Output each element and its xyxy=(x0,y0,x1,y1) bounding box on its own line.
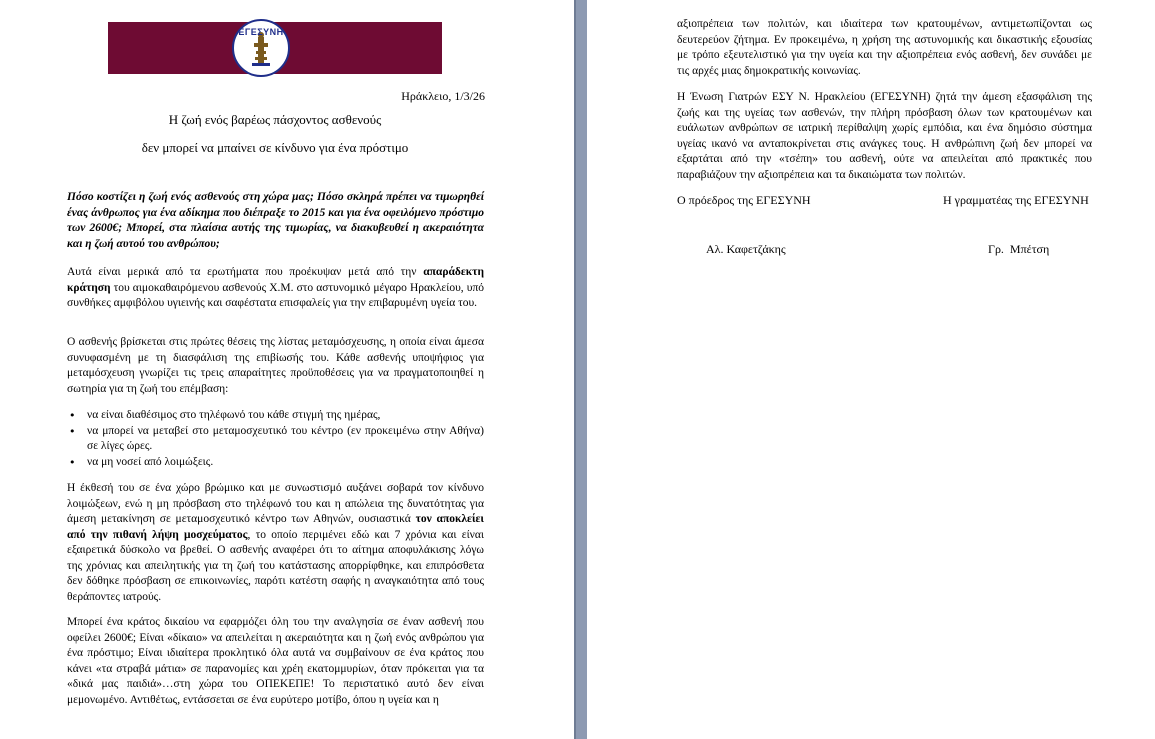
document-page-2 xyxy=(587,0,1155,739)
union-logo-icon xyxy=(232,19,290,77)
intro-paragraph: Πόσο κοστίζει η ζωή ενός ασθενούς στη χώρα μας; Πόσο σκληρά πρέπει να τιμωρηθεί ένας άνθρωπος για ένα αδίκημα που διέπραξε το 2015 και για ένα οφειλόμενο πρόστιμο των 2600€; Μπορεί, στα πλαίσια αυτής της τιμωρίας, να διακυβευθεί η ακεραιότητα και η ζωή αυτού του ανθρώπου; xyxy=(67,191,484,250)
president-label: Ο πρόεδρος της ΕΓΕΣΥΝΗ xyxy=(677,193,811,207)
paragraph-1 xyxy=(67,265,484,312)
secretary-name: Γρ. Μπέτση xyxy=(988,242,1050,256)
paragraph-1-text-b: του αιμοκαθαιρόμενου ασθενούς Χ.Μ. στο αστυνομικό μέγαρο Ηρακλείου, υπό συνθήκες αμφιβόλου υγιεινής και σαφέστατα επισφαλείς για την επιβαρυμένη υγεία του. xyxy=(67,281,484,309)
document-page-1 xyxy=(0,0,561,739)
list-item: • να είναι διαθέσιμος στο τηλέφωνό του κάθε στιγμή της ημέρας, xyxy=(67,408,484,424)
list-item: • να μη νοσεί από λοιμώξεις. xyxy=(67,455,484,471)
page-gap-edge-left xyxy=(561,0,574,739)
requirements-list xyxy=(67,408,484,470)
logo-text: ΕΓΕΣΥΝΗ xyxy=(238,27,284,37)
paragraph-3-text-a: Η έκθεσή του σε ένα χώρο βρώμικο και με συνωστισμό αυξάνει σοβαρά τον κίνδυνο λοιμώξεων, ενώ η μη πρόσβαση στο τηλέφωνό του και η απώλεια της δυνατότητας για άμεση μετακίνηση σε μεταμοσχευτικό κέντρο των Αθηνών, ουσιαστικά xyxy=(67,482,484,525)
paragraph-1-text-a: Αυτά είναι μερικά από τα ερωτήματα που προέκυψαν μετά από την xyxy=(67,266,424,278)
paragraph-4: Μπορεί ένα κράτος δικαίου να εφαρμόζει όλη του την αναλγησία σε έναν ασθενή που οφείλει 2600€; Είναι «δίκαιο» να απειλείται η ακεραιότητα και η ζωή ενός ανθρώπου για ένα πρόστιμο; Είναι ιδιαίτερα προκλητικό όλα αυτά να συμβαίνουν σε ένα κράτος που κάνει «τα στραβά μάτια» σε παρανομίες και χρέη εκατομμυρίων, όταν πρόκειται για τα «δικά μας παιδιά»…στη χώρα του ΟΠΕΚΕΠΕ! Το περιστατικό αυτό δεν είναι μεμονωμένο. Αντιθέτως, εντάσσεται σε ένα ευρύτερο μοτίβο, όπου η υγεία και η xyxy=(67,616,484,706)
paragraph-3-emphasis: τον αποκλείει από την πιθανή λήψη μοσχεύματος xyxy=(67,513,484,541)
letterhead-banner xyxy=(108,22,442,74)
paragraph-3 xyxy=(67,481,484,605)
page-gap-divider xyxy=(574,0,576,739)
president-name: Αλ. Καφετζάκης xyxy=(706,242,786,256)
paragraph-1-emphasis: απαράδεκτη κράτηση xyxy=(67,266,484,294)
list-item: • να μπορεί να μεταβεί στο μεταμοσχευτικό του κέντρο (εν προκειμένω στην Αθήνα) σε λίγες ώρες. xyxy=(67,424,484,455)
document-title-line-2: δεν μπορεί να μπαίνει σε κίνδυνο για ένα πρόστιμο xyxy=(141,140,409,155)
paragraph-3-text-b: , το οποίο περιμένει εδώ και 7 χρόνια και είναι εξαιρετικά δύσκολο να βρεθεί. Ο ασθενής αναφέρει ότι το αίτημα αποφυλάκισης λόγω της χρόνιας και απειλητικής για τη ζωή του κατάστασης απορρίφθηκε, και επιπρόσθετα δεν δόθηκε πρόσβαση σε επικοινωνίες, παρότι κατέστη σαφής η αναγκαιότητα από τους θεράποντες ιατρούς. xyxy=(67,528,484,603)
document-title-line-1: Η ζωή ενός βαρέως πάσχοντος ασθενούς xyxy=(168,112,382,127)
document-date: Ηράκλειο, 1/3/26 xyxy=(401,89,485,103)
paragraph-2: Ο ασθενής βρίσκεται στις πρώτες θέσεις της λίστας μεταμόσχευσης, η οποία είναι άμεσα συνυφασμένη με τη διασφάλιση της επιβίωσής του. Κάθε ασθενής υποψήφιος για μεταμόσχευση γνωρίζει τις τρεις απαραίτητες προϋποθέσεις για να πραγματοποιηθεί η σωτηρία για τη ζωή του επέμβαση: xyxy=(67,336,484,395)
secretary-label: Η γραμματέας της ΕΓΕΣΥΝΗ xyxy=(943,193,1089,207)
paragraph-5: αξιοπρέπεια των πολιτών, και ιδιαίτερα των κρατουμένων, αντιμετωπίζονται ως δευτερεύον ζήτημα. Εν προκειμένω, η χρήση της αστυνομικής και δικαστικής εξουσίας με τρόπο εξευτελιστικό για την υγεία και την αξιοπρέπεια ενός ασθενή, δεν συνάδει με τις αρχές μιας δημοκρατικής κοινωνίας. xyxy=(677,18,1092,77)
paragraph-6: Η Ένωση Γιατρών ΕΣΥ Ν. Ηρακλείου (ΕΓΕΣΥΝΗ) ζητά την άμεση εξασφάλιση της ζωής και της υγείας των ασθενών, την πλήρη πρόσβαση όλων των κρατουμένων και ευάλωτων ανθρώπων σε ιατρική περίθαλψη χωρίς εμπόδια, και ένα δημόσιο σύστημα υγείας ικανό να ανταποκρίνεται στις ανάγκες τους. Η ανθρώπινη ζωή δεν μπορεί να εξαρτάται από την «τσέπη» του ασθενή, ούτε να απειλείται από πρακτικές που παραβιάζουν την αξιοπρέπεια και τα δικαιώματα των πολιτών. xyxy=(677,91,1092,181)
